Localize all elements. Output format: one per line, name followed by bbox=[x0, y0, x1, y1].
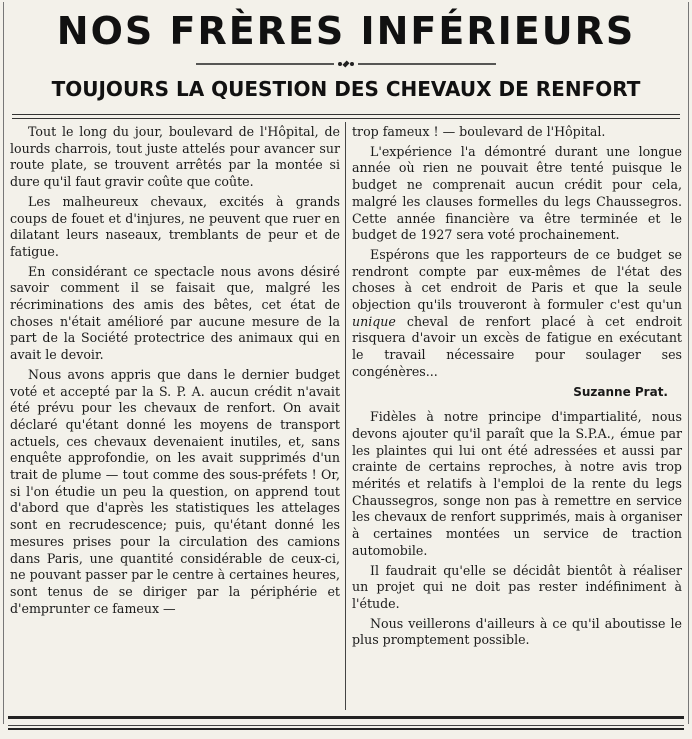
bottom-rule-secondary bbox=[8, 728, 684, 730]
paragraph: Nous avons appris que dans le dernier budget voté et accepté par la S. P. A. aucun crédit n'avait été prévu pour les chevaux de renfort. On avait déclaré qu'étant donné les moyens de transport actuels, ces chevaux devenaient inutiles, et, sans enquête approfondie, on les avait supprimés d'un trait de plume — tout comme des sous-préfets ! Or, si l'on étudie un peu la question, on apprend tout d'abord que d'après les statistiques les attelages sont en recrudescence; puis, qu'étant donné les mesures prises pour la circulation des camions dans Paris, une quantité considérable de ceux-ci, ne pouvant passer par le centre à certaines heures, sont tenus de se diriger par la périphérie et d'emprunter ce fameux — bbox=[10, 366, 340, 616]
paragraph-text: cheval de renfort placé à cet endroit risquera d'avoir un excès de fatigue en exécutant le travail nécessaire pour soulager ses congénères... bbox=[352, 313, 682, 379]
paragraph: Les malheureux chevaux, excités à grands coups de fouet et d'injures, ne peuvent que ruer en dilatant leurs naseaux, tremblants de peur et de fatigue. bbox=[10, 193, 340, 259]
paragraph: Tout le long du jour, boulevard de l'Hôpital, de lourds charrois, tout juste attelés pour avancer sur route plate, se trouvent arrêtés par la montée si dure qu'il faut gravir coûte que coûte. bbox=[10, 124, 340, 190]
paragraph: Il faudrait qu'elle se décidât bientôt à réaliser un projet qui ne doit pas rester indéfiniment à l'étude. bbox=[352, 562, 682, 611]
paragraph-with-emphasis bbox=[352, 247, 682, 381]
right-column bbox=[352, 124, 682, 652]
ornament-divider bbox=[196, 60, 496, 68]
title-rule bbox=[12, 114, 680, 119]
column-divider bbox=[345, 122, 346, 710]
article-subtitle: TOUJOURS LA QUESTION DES CHEVAUX DE RENFORT bbox=[51, 77, 641, 101]
left-column bbox=[10, 124, 340, 620]
paragraph: En considérant ce spectacle nous avons désiré savoir comment il se faisait que, malgré les récriminations des amis des bêtes, cet état de choses n'était amélioré par aucune mesure de la part de la Société protectrice des animaux qui en avait le devoir. bbox=[10, 263, 340, 363]
paragraph: Fidèles à notre principe d'impartialité, nous devons ajouter qu'il paraît que la S.P.A., émue par les plaintes qui lui ont été adressées et aussi par crainte de certains reproches, à notre avis trop mérités et relatifs à l'emploi de la rente du legs Chaussegros, songe non pas à remettre en service les chevaux de renfort supprimés, mais à organiser à certaines montées un service de traction automobile. bbox=[352, 409, 682, 558]
paragraph: L'expérience l'a démontré durant une longue année où rien ne pouvait être tenté puisque le budget ne comprenait aucun crédit pour cela, malgré les clauses formelles du legs Chaussegros. Cette année financière va être terminée et le budget de 1927 sera voté prochainement. bbox=[352, 143, 682, 243]
page-title: NOS FRÈRES INFÉRIEURS bbox=[56, 9, 636, 53]
paragraph-text: Espérons que les rapporteurs de ce budget se rendront compte par eux-mêmes de l'état des choses à cet endroit de Paris et que la seule objection qu'ils trouveront à formuler c'est qu'un bbox=[352, 246, 682, 313]
paragraph: Nous veillerons d'ailleurs à ce qu'il aboutisse le plus promptement possible. bbox=[352, 615, 682, 648]
emphasis-word: unique bbox=[352, 313, 396, 329]
bottom-rule bbox=[8, 716, 684, 726]
author-signature: Suzanne Prat. bbox=[573, 384, 668, 399]
paragraph-continuation: trop fameux ! — boulevard de l'Hôpital. bbox=[352, 124, 606, 139]
